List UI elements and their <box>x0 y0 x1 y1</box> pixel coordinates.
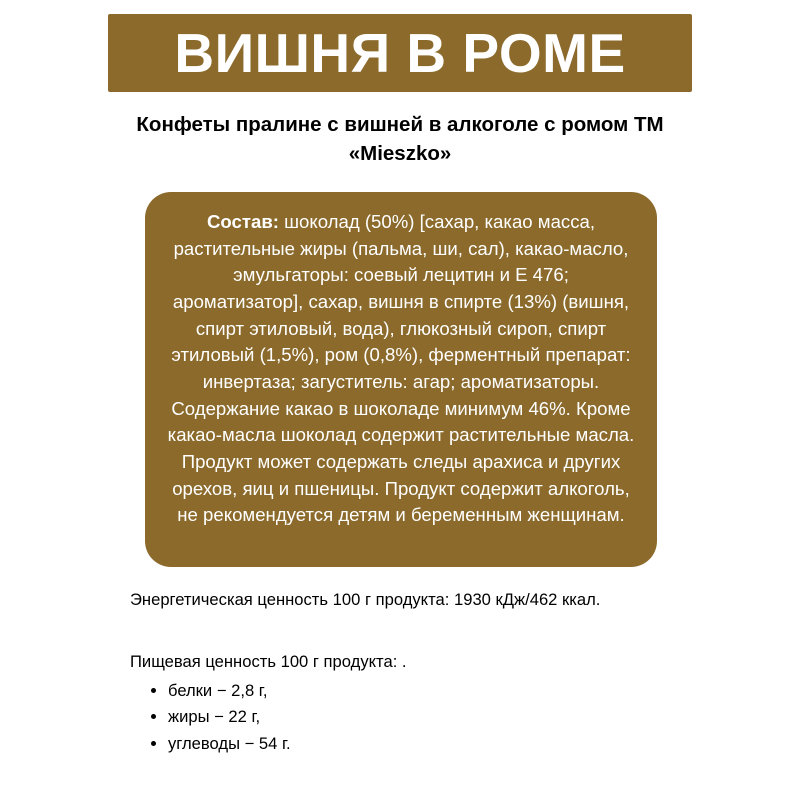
list-item: • углеводы − 54 г. <box>168 733 690 756</box>
composition-box <box>145 192 657 567</box>
product-subtitle: Конфеты пралине с вишней в алкоголе с ромом ТМ «Mieszko» <box>136 113 664 166</box>
list-item: • белки − 2,8 г, <box>168 680 690 703</box>
composition-lead-label: Состав: <box>206 211 279 232</box>
nutrition-heading: Пищевая ценность 100 г продукта: . <box>130 652 407 671</box>
energy-value-text: Энергетическая ценность 100 г продукта: 1930 кДж/462 ккал. <box>130 590 601 609</box>
nutrition-block <box>130 650 690 760</box>
list-item: • жиры − 22 г, <box>168 706 690 729</box>
nutrition-list <box>130 680 690 757</box>
composition-text <box>167 209 635 529</box>
composition-body: шоколад (50%) [сахар, какао масса, растительные жиры (пальма, ши, сал), какао-масло, эмульгаторы: соевый лецитин и Е 476; ароматизатор], сахар, вишня в спирте (13%) (вишня, спирт этиловый, вода), глюкозный сироп, спирт этиловый (1,5%), ром (0,8%), ферментный препарат: инвертаза; загуститель: агар; ароматизаторы. Содержание какао в шоколаде минимум 46%. Кроме какао-масла шоколад содержит растительные масла. Продукт может содержать следы арахиса и других орехов, яиц и пшеницы. Продукт содержит алкоголь, не рекомендуется детям и беременным женщинам. <box>167 211 635 526</box>
title-banner <box>108 14 692 92</box>
banner-title: ВИШНЯ В РОМЕ <box>174 21 626 84</box>
